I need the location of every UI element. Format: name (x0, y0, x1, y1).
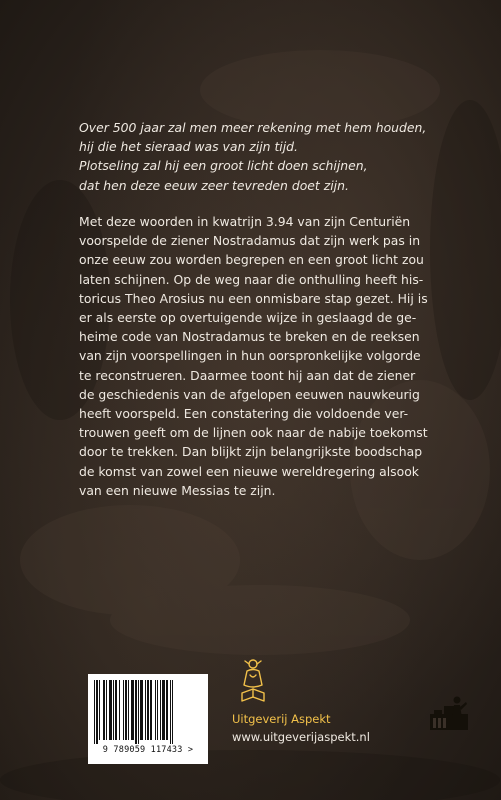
blurb-text (79, 212, 439, 500)
blurb-line: voorspelde de ziener Nostradamus dat zijn werk pas in (79, 233, 421, 249)
blurb-line: de geschiedenis van de afgelopen eeuwen nauwkeurig (79, 386, 420, 402)
bookshop-person-icon (428, 692, 470, 732)
blurb-line: Met deze woorden in kwatrijn 3.94 van zijn Centuriën (79, 214, 411, 229)
barcode-bars (94, 680, 202, 744)
blurb-line: heime code van Nostradamus te breken en de reeksen (79, 329, 420, 345)
reading-monk-icon (236, 655, 270, 707)
blurb-line: onze eeuw zou worden begrepen en een groot licht zou (79, 252, 424, 268)
blurb-line: er als eerste op overtuigende wijze in geslaagd de ge- (79, 310, 417, 326)
blurb-line: van een nieuwe Messias te zijn. (79, 482, 276, 498)
isbn-digits: 9 789059 117433 > (102, 745, 194, 755)
quote-line: dat hen deze eeuw zeer tevreden doet zijn. (79, 177, 349, 193)
blurb-line: te reconstrueren. Daarmee toont hij aan dat de ziener (79, 367, 416, 383)
publisher-website: www.uitgeverijaspekt.nl (232, 730, 370, 744)
isbn-barcode (88, 674, 208, 764)
blurb-line: trouwen geeft om de lijnen ook naar de nabije toekomst (79, 425, 428, 441)
quote-line: Plotseling zal hij een groot licht doen schijnen, (79, 158, 368, 174)
quote-block (79, 118, 439, 195)
blurb-line: heeft voorspeld. Een constatering die voldoende ver- (79, 406, 409, 422)
blurb-line: laten schijnen. Op de weg naar die onthulling heeft his- (79, 271, 424, 287)
publisher-name: Uitgeverij Aspekt (232, 712, 331, 726)
blurb-line: toricus Theo Arosius nu een onmisbare stap gezet. Hij is (79, 290, 428, 306)
quote-line: hij die het sieraad was van zijn tijd. (79, 139, 298, 155)
blurb-line: door te trekken. Dan blijkt zijn belangrijkste boodschap (79, 444, 423, 460)
blurb-line: van zijn voorspellingen in hun oorspronkelijke volgorde (79, 348, 421, 364)
quote-line: Over 500 jaar zal men meer rekening met hem houden, (79, 120, 427, 135)
blurb-line: de komst van zowel een nieuwe wereldregering alsook (79, 463, 419, 479)
